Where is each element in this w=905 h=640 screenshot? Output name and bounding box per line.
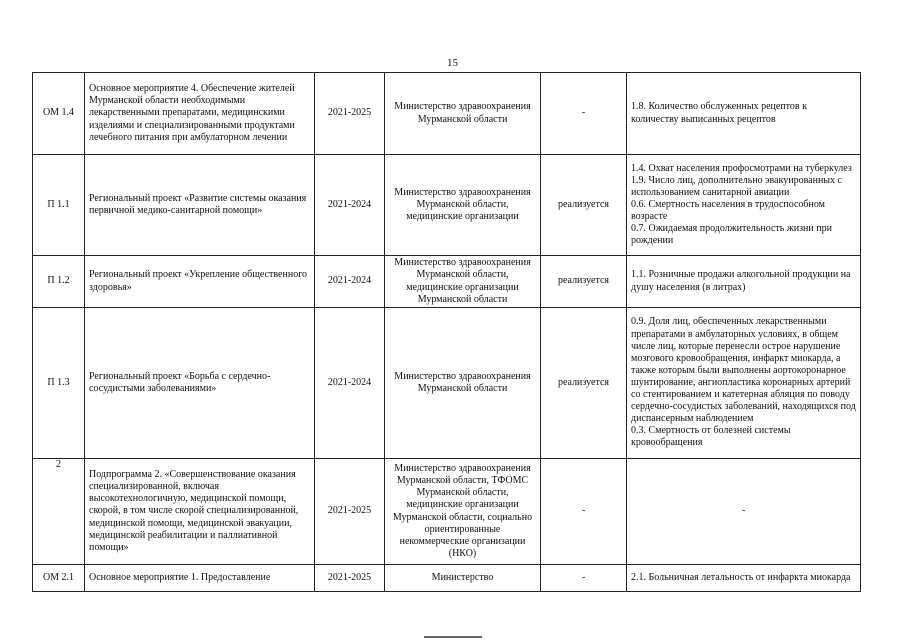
row-period: 2021-2024 [315, 155, 385, 256]
row-indicators [627, 565, 861, 592]
row-name: Основное мероприятие 1. Предоставление [85, 565, 315, 592]
indicator-item: 1.9. Число лиц, дополнительно эвакуированных с использованием санитарной авиации [631, 174, 842, 198]
row-indicators [627, 256, 861, 308]
indicator-item: 0.7. Ожидаемая продолжительность жизни при рождении [631, 223, 832, 247]
table-row [33, 308, 861, 459]
table-row [33, 256, 861, 308]
row-code: П 1.3 [33, 308, 85, 459]
program-table [32, 72, 861, 592]
indicator-item: - [741, 505, 746, 517]
row-period: 2021-2024 [315, 256, 385, 308]
row-name: Региональный проект «Развитие системы оказания первичной медико-санитарной помощи» [85, 155, 315, 256]
row-name: Региональный проект «Укрепление общественного здоровья» [85, 256, 315, 308]
row-executor: Министерство здравоохранения Мурманской области [385, 73, 541, 155]
row-name: Основное мероприятие 4. Обеспечение жителей Мурманской области необходимыми лекарственными препаратами, медицинскими изделиями и специализированными продуктами лечебного питания при амбулаторном лечении [85, 73, 315, 155]
indicator-item: 0.3. Смертность от болезней системы кровообращения [631, 425, 791, 449]
table-row [33, 155, 861, 256]
row-status: реализуется [541, 308, 627, 459]
indicator-item: 1.1. Розничные продажи алкогольной продукции на душу населения (в литрах) [631, 269, 851, 293]
row-executor: Министерство здравоохранения Мурманской области, медицинские организации Мурманской области [385, 256, 541, 308]
row-code: ОМ 2.1 [33, 565, 85, 592]
row-code: ОМ 1.4 [33, 73, 85, 155]
indicator-item: 2.1. Больничная летальность от инфаркта миокарда [631, 571, 851, 583]
table-row [33, 459, 861, 565]
row-status: - [541, 73, 627, 155]
row-code: П 1.2 [33, 256, 85, 308]
indicator-item: 0.9. Доля лиц, обеспеченных лекарственными препаратами в амбулаторных условиях, в общем числе лиц, которые перенесли острое нарушение мозгового кровообращения, инфаркт миокарда, а также которым были выполнены аортокоронарное шунтирование, ангиопластика коронарных артерий со стентированием и катетерная абляция по поводу сердечно-сосудистых заболеваний, находящихся под диспансерным наблюдением [631, 316, 856, 425]
table-row [33, 73, 861, 155]
row-indicators [627, 73, 861, 155]
row-status: реализуется [541, 155, 627, 256]
page-edge-mark [424, 636, 482, 638]
row-name: Региональный проект «Борьба с сердечно-сосудистыми заболеваниями» [85, 308, 315, 459]
indicator-item: 1.8. Количество обслуженных рецептов к количеству выписанных рецептов [631, 101, 807, 125]
indicator-item: 1.4. Охват населения профосмотрами на туберкулез [631, 162, 852, 174]
row-name: Подпрограмма 2. «Совершенствование оказания специализированной, включая высокотехнологичную, медицинской помощи, скорой, в том числе скорой специализированной, медицинской помощи, медицинской эвакуации, медицинской реабилитации и паллиативной помощи» [85, 459, 315, 565]
row-executor: Министерство [385, 565, 541, 592]
indicator-item: 0.6. Смертность населения в трудоспособном возрасте [631, 198, 826, 223]
row-executor: Министерство здравоохранения Мурманской области [385, 308, 541, 459]
row-status: - [541, 459, 627, 565]
row-period: 2021-2024 [315, 308, 385, 459]
row-code: П 1.1 [33, 155, 85, 256]
row-code: 2 [33, 459, 85, 565]
row-indicators [627, 155, 861, 256]
row-executor: Министерство здравоохранения Мурманской области, ТФОМС Мурманской области, медицинские организации Мурманской области, социально ориентированные некоммерческие организации (НКО) [385, 459, 541, 565]
row-period: 2021-2025 [315, 73, 385, 155]
row-status: реализуется [541, 256, 627, 308]
page-number: 15 [447, 57, 458, 69]
table-row [33, 565, 861, 592]
row-indicators [627, 459, 861, 565]
row-executor: Министерство здравоохранения Мурманской области, медицинские организации [385, 155, 541, 256]
row-period: 2021-2025 [315, 565, 385, 592]
row-period: 2021-2025 [315, 459, 385, 565]
row-indicators [627, 308, 861, 459]
row-status: - [541, 565, 627, 592]
